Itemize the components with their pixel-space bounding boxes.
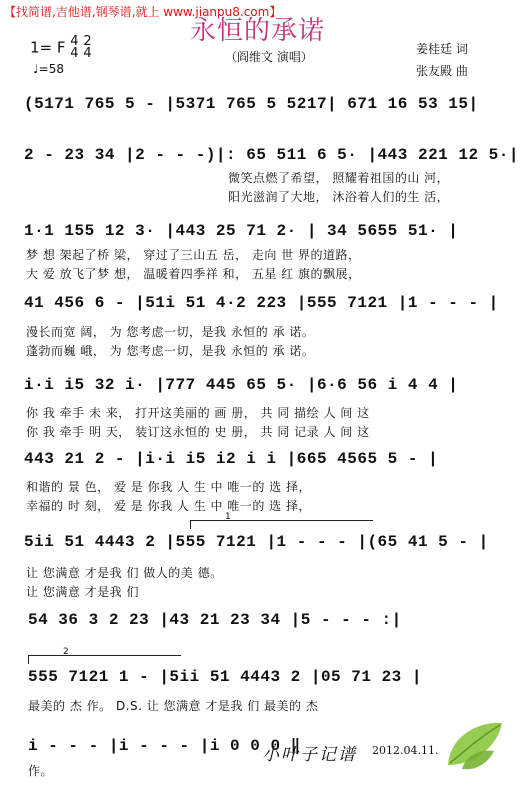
singer-credit: （阎维文 演唱） — [225, 50, 313, 64]
score-line-7: 5ii 51 4443 2 |555 7121 |1 - - - |(65 41 5 - | — [24, 533, 489, 551]
lyric-line-10a: 作。 — [28, 764, 54, 778]
lyric-line-4a: 漫长而宽 阔， 为 您考虑一切，是我 永恒的 承 诺。 — [26, 325, 315, 339]
composer-credit: 张友殿 曲 — [416, 64, 468, 78]
score-line-8: 54 36 3 2 23 |43 21 23 34 |5 - - - :| — [28, 611, 402, 629]
tea-leaf-icon — [440, 715, 510, 775]
score-line-10: i - - - |i - - - |i 0 0 0 ‖ — [28, 737, 301, 755]
volta-bracket-1: 1 — [190, 520, 373, 529]
lyric-line-3a: 梦 想 架起了桥 梁， 穿过了三山五 岳， 走向 世 界的道路， — [26, 248, 361, 262]
transcription-date: 2012.04.11. — [372, 744, 439, 757]
tempo-marking: ♩=58 — [33, 62, 64, 76]
lyric-line-7a: 让 您满意 才是我 们 做人的美 德。 — [26, 566, 223, 580]
lyric-line-2a: 微笑点燃了希望， 照耀着祖国的山 河， — [228, 171, 450, 185]
score-line-3: 1·1 155 12 3· |443 25 71 2· | 34 5655 51· | — [24, 222, 459, 240]
key-signature — [30, 36, 92, 60]
transcriber-signature: 小叶子记谱 — [262, 745, 357, 765]
lyric-line-6b: 幸福的 时 刻， 爱 是 你我 人 生 中 唯一的 选 择， — [26, 499, 311, 513]
song-title: 永恒的承诺 — [190, 16, 326, 46]
score-line-4: 41 456 6 - |51i 51 4·2 223 |555 7121 |1 - - - | — [24, 294, 499, 312]
lyricist-credit: 姜桂廷 词 — [416, 42, 468, 56]
lyric-line-2b: 阳光滋润了大地， 沐浴着人们的生 活， — [228, 190, 450, 204]
score-line-5: i·i i5 32 i· |777 445 65 5· |6·6 56 i 4 4 | — [24, 376, 459, 394]
lyric-line-3b: 大 爱 放飞了梦 想， 温暖着四季祥 和， 五星 红 旗的飘展， — [26, 267, 361, 281]
volta-bracket-2: 2 — [28, 655, 181, 664]
score-line-1: (5171 765 5 - |5371 765 5 5217| 671 16 53 15| — [24, 95, 479, 113]
lyric-line-4b: 蓬勃而巍 峨， 为 您考虑一切，是我 永恒的 承 诺。 — [26, 344, 315, 358]
lyric-line-7b: 让 您满意 才是我 们 — [26, 585, 139, 599]
key-label: 1= F — [30, 38, 66, 57]
lyric-line-5b: 你 我 牵手 明 天， 装订这永恒的 史 册， 共 同 记录 人 间 这 — [26, 425, 370, 439]
score-line-2: 2 - 23 34 |2 - - -)|: 65 511 6 5· |443 221 12 5·| — [24, 146, 519, 164]
lyric-line-6a: 和谐的 景 色， 爱 是 你我 人 生 中 唯一的 选 择， — [26, 480, 311, 494]
time-signature-2: 2 4 — [83, 34, 92, 61]
time-signature-1: 4 4 — [70, 34, 79, 61]
lyric-line-5a: 你 我 牵手 未 来， 打开这美丽的 画 册， 共 同 描绘 人 间 这 — [26, 406, 370, 420]
site-banner: 【找简谱,吉他谱,钢琴谱,就上 www.jianpu8.com】 — [4, 5, 282, 19]
score-line-6: 443 21 2 - |i·i i5 i2 i i |665 4565 5 - | — [24, 450, 439, 468]
lyric-line-9a: 最美的 杰 作。 D.S. 让 您满意 才是我 们 最美的 杰 — [28, 699, 319, 713]
score-line-9: 555 7121 1 - |5ii 51 4443 2 |05 71 23 | — [28, 668, 422, 686]
